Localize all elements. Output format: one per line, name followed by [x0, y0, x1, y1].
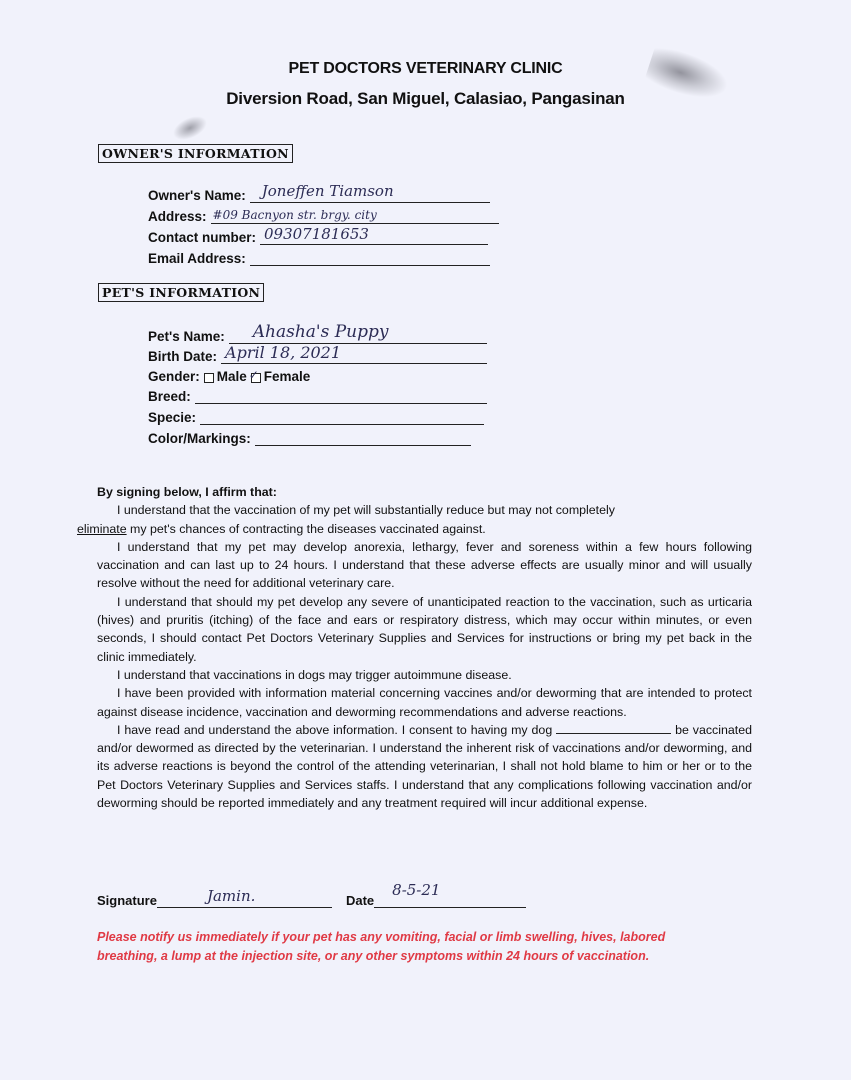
contact-field[interactable]: [260, 227, 488, 245]
birth-date-label: Birth Date:: [148, 349, 218, 364]
affirmation-p1-start: I understand that the vaccination of my pet will substantially reduce but may not completely: [117, 503, 615, 518]
breed-label: Breed:: [148, 389, 191, 404]
female-option-label: Female: [263, 369, 311, 384]
address-field[interactable]: [211, 206, 499, 224]
color-markings-label: Color/Markings:: [148, 431, 251, 446]
affirmation-paragraph: I understand that should my pet develop any severe of unanticipated reaction to the vaccination, such as urticaria (hives) and pruritis (itching) of the face and ears or respiratory distress, which may occur within minutes, or even seconds, I should contact Pet Doctors Veterinary Supplies and Services for instructions or bring my pet back in the clinic immediately.: [97, 594, 752, 664]
affirmation-paragraph: I have been provided with information material concerning vaccines and/or deworming that are intended to protect against disease incidence, vaccination and deworming recommendations and adverse reactions.: [97, 686, 752, 719]
birth-date-value: April 18, 2021: [225, 343, 342, 362]
affirmation-intro: By signing below, I affirm that:: [97, 485, 277, 499]
affirmation-paragraph: [97, 721, 752, 812]
pet-section-title: PET'S INFORMATION: [98, 283, 264, 302]
contact-value: 09307181653: [264, 225, 369, 243]
check-mark-icon: ✓: [248, 368, 259, 382]
gender-label: Gender:: [148, 369, 200, 384]
specie-row: [148, 405, 484, 425]
pet-name-label: Pet's Name:: [148, 329, 225, 344]
signature-label: Signature: [97, 893, 157, 908]
address-label: Address:: [148, 209, 207, 224]
breed-row: [148, 384, 487, 404]
pet-name-field[interactable]: [229, 322, 487, 344]
specie-label: Specie:: [148, 410, 197, 425]
owner-name-field[interactable]: [250, 182, 490, 203]
contact-row: [148, 225, 488, 245]
signature-field[interactable]: [157, 879, 332, 908]
clinic-name: PET DOCTORS VETERINARY CLINIC: [288, 60, 563, 77]
clinic-address: Diversion Road, San Miguel, Calasiao, Pangasinan: [226, 89, 625, 108]
affirmation-p6-start: I have read and understand the above information. I consent to having my dog: [117, 722, 553, 737]
affirmation-p6-end: be vaccinated and/or dewormed as directed by the veterinarian. I understand the inherent risk of vaccinations and/or deworming, and its adverse reactions is beyond the control of the attending veterinarian, I shall not hold blame to him or her or to the Pet Doctors Veterinary Supplies and Services staffs. I understand that any complications following vaccination and/or deworming should be reported immediately and any treatment required will incur additional expense.: [97, 722, 752, 811]
date-label: Date: [345, 893, 375, 908]
signature-row: [97, 878, 526, 908]
male-option-label: Male: [216, 369, 247, 384]
affirmation-p1-end: my pet's chances of contracting the diseases vaccinated against.: [130, 521, 486, 536]
birth-date-row: [148, 344, 487, 364]
symptom-notice: Please notify us immediately if your pet has any vomiting, facial or limb swelling, hives, labored breathing, a lump at the injection site, or any other symptoms within 24 hours of vaccination.: [97, 930, 666, 963]
color-markings-row: [148, 426, 471, 446]
address-value: #09 Bacnyon str. brgy. city: [212, 208, 377, 222]
male-checkbox[interactable]: [204, 373, 214, 383]
specie-field[interactable]: [200, 407, 484, 425]
affirmation-paragraph: I understand that vaccinations in dogs may trigger autoimmune disease.: [117, 667, 512, 682]
address-row: [148, 204, 499, 224]
pet-name-value: Ahasha's Puppy: [252, 322, 389, 342]
email-row: [148, 246, 490, 266]
contact-label: Contact number:: [148, 230, 256, 245]
gender-row: [148, 364, 310, 384]
email-field[interactable]: [250, 248, 490, 266]
color-markings-field[interactable]: [255, 428, 471, 446]
female-checkbox[interactable]: [248, 368, 261, 383]
owner-name-label: Owner's Name:: [148, 188, 246, 203]
eliminate-word: eliminate: [77, 521, 127, 536]
affirmation-paragraph: I understand that my pet may develop anorexia, lethargy, fever and soreness within a few hours following vaccination and can last up to 24 hours. I understand that these adverse effects are usually minor and will usually resolve without the need for additional veterinary care.: [97, 539, 752, 591]
signature-value: Jamin.: [206, 887, 256, 905]
paper-smudge: [169, 111, 210, 144]
owner-name-value: Joneffen Tiamson: [261, 182, 394, 200]
pet-name-row: [148, 324, 487, 344]
owner-section-title: OWNER'S INFORMATION: [98, 144, 293, 163]
owner-name-row: [148, 183, 490, 203]
date-field[interactable]: [374, 879, 526, 908]
affirmation-paragraph: [77, 501, 752, 538]
dog-name-blank[interactable]: [556, 721, 671, 734]
birth-date-field[interactable]: [221, 343, 487, 364]
date-value: 8-5-21: [392, 881, 441, 899]
affirmation-text: [77, 483, 752, 812]
email-label: Email Address:: [148, 251, 246, 266]
breed-field[interactable]: [195, 386, 487, 404]
